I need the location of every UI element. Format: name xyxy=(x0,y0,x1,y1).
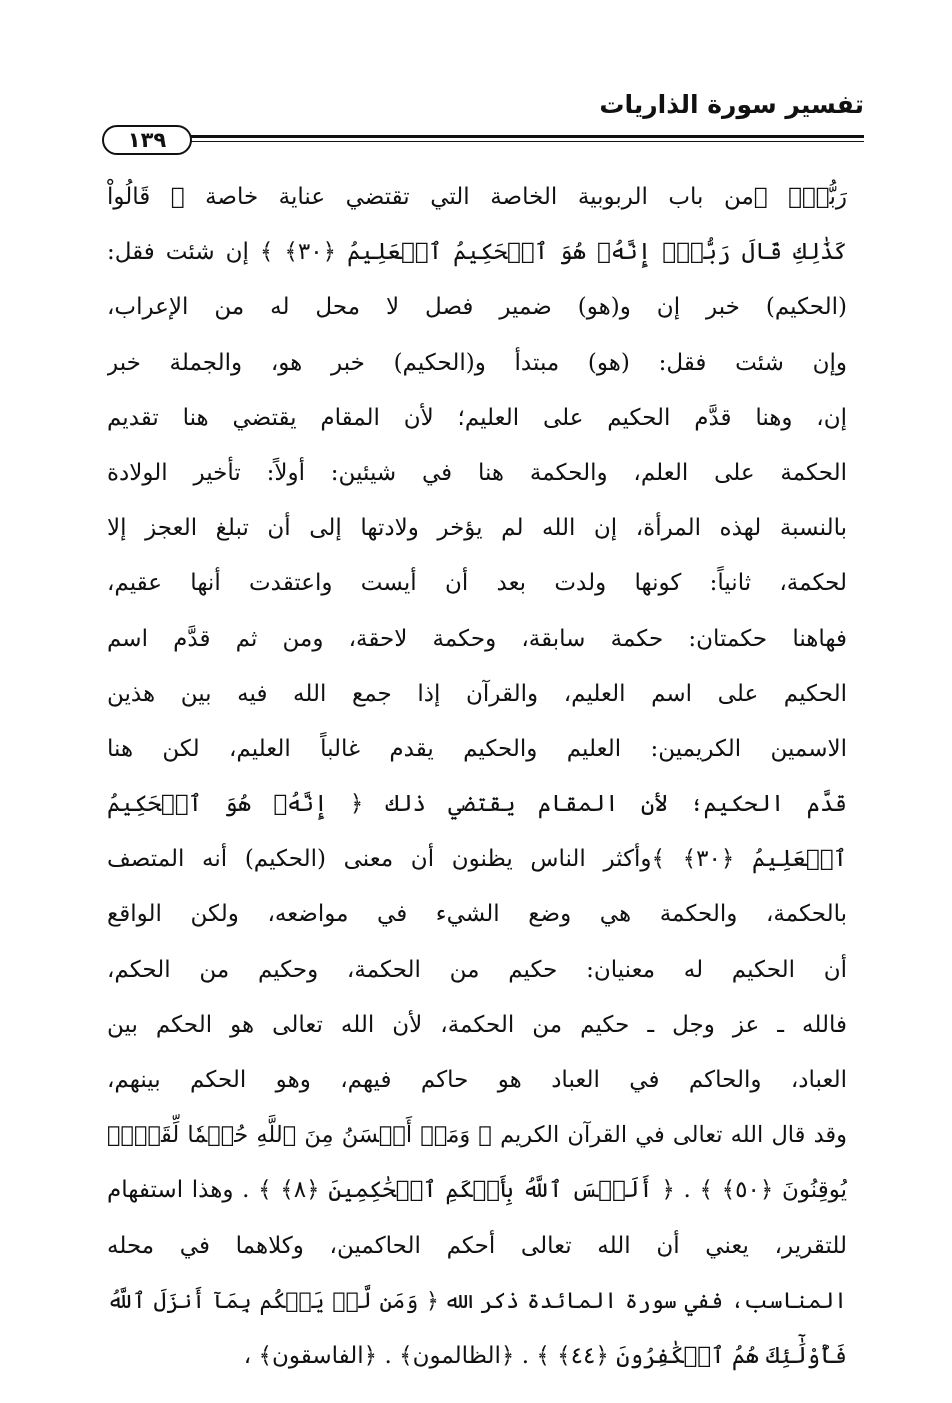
page-header xyxy=(92,88,864,158)
text-line: بالنسبة لهذه المرأة، إن الله لم يؤخر ولادتها إلى أن تبلغ العجز إلا xyxy=(107,515,847,542)
text-line: فالله ـ عز وجل ـ حكيم من الحكمة، لأن الله تعالى هو الحكم بين xyxy=(107,1011,847,1038)
text-line: قدَّم الحكيم؛ لأن المقام يقتضي ذلك ﴿ إِنَّهُۥ هُوَ ٱلۡحَكِيمُ xyxy=(107,791,847,818)
text-line: إن، وهنا قدَّم الحكيم على العليم؛ لأن المقام يقتضي هنا تقديم xyxy=(107,404,847,431)
running-title: تفسير سورة الذاريات xyxy=(599,90,864,119)
text-line: وقد قال الله تعالى في القرآن الكريم ﴿ وَمَنۡ أَحۡسَنُ مِنَ ٱللَّهِ حُكۡمٗا لِّقَوۡمٖ xyxy=(107,1122,847,1149)
text-line: فَأُوْلَٰٓئِكَ هُمُ ٱلۡكَٰفِرُونَ ﴿٤٤﴾ ﴾ . ﴿الظالمون﴾ . ﴿الفاسقون﴾ ، xyxy=(243,1342,847,1369)
page-number: ١٣٩ xyxy=(102,125,192,155)
body-text xyxy=(107,170,847,1384)
text-line: الحكيم على اسم العليم، والقرآن إذا جمع الله فيه بين هذين xyxy=(107,680,847,707)
text-line: (الحكيم) خبر إن و(هو) ضمير فصل لا محل له من الإعراب، xyxy=(107,294,847,321)
text-line: للتقرير، يعني أن الله تعالى أحكم الحاكمين، وكلاهما في محله xyxy=(107,1232,847,1259)
text-line: فهاهنا حكمتان: حكمة سابقة، وحكمة لاحقة، ومن ثم قدَّم اسم xyxy=(107,625,847,652)
text-line: يُوقِنُونَ ﴿٥٠﴾ ﴾ . ﴿ أَلَيۡسَ ٱللَّهُ بِأَحۡكَمِ ٱلۡحَٰكِمِينَ ﴿٨﴾ ﴾ . وهذا استفهام xyxy=(107,1177,847,1204)
text-line: العباد، والحاكم في العباد هو حاكم فيهم، وهو الحكم بينهم، xyxy=(107,1067,847,1093)
text-line: أن الحكيم له معنيان: حكيم من الحكمة، وحكيم من الحكم، xyxy=(107,956,847,983)
text-line: كَذَٰلِكِ قَالَ رَبُّكِۖ إِنَّهُۥ هُوَ ٱلۡحَكِيمُ ٱلۡعَلِيمُ ﴿٣٠﴾ ﴾ إن شئت فقل: xyxy=(107,239,847,266)
text-line: لحكمة، ثانياً: كونها ولدت بعد أن أيست واعتقدت أنها عقيم، xyxy=(107,570,847,597)
text-line: الحكمة على العلم، والحكمة هنا في شيئين: أولاً: تأخير الولادة xyxy=(107,459,847,486)
text-line: بالحكمة، والحكمة هي وضع الشيء في مواضعه، ولكن الواقع xyxy=(107,901,847,928)
text-line: وإن شئت فقل: (هو) مبتدأ و(الحكيم) خبر هو، والجملة خبر xyxy=(107,349,847,376)
text-line: رَبُّكِۖ ﴾من باب الربوبية الخاصة التي تقتضي عناية خاصة ﴿ قَالُواْ xyxy=(107,184,847,210)
header-rule-thick xyxy=(190,135,864,138)
text-line: الاسمين الكريمين: العليم والحكيم يقدم غالباً العليم، لكن هنا xyxy=(107,735,847,762)
text-line: المناسب، ففي سورة المائدة ذكر الله ﴿ وَمَن لَّمۡ يَحۡكُم بِمَآ أَنزَلَ ٱللَّهُ xyxy=(107,1288,847,1314)
header-rule-thin xyxy=(190,141,864,142)
text-line: ٱلۡعَلِيمُ ﴿٣٠﴾ ﴾وأكثر الناس يظنون أن معنى (الحكيم) أنه المتصف xyxy=(107,846,847,873)
